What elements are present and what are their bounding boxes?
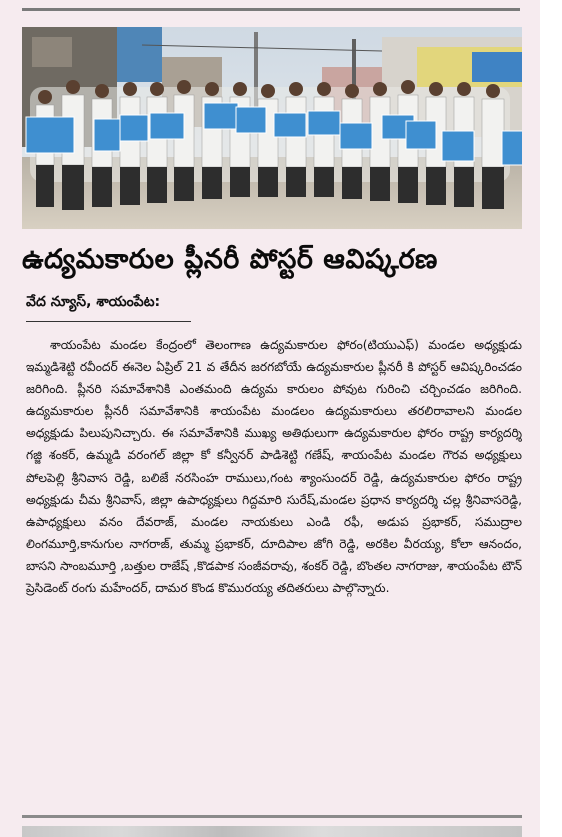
article-body: శాయంపేట మండల కేంద్రంలో తెలంగాణ ఉద్యమకారుల ఫోరం(టియుఎఫ్) మండల అధ్యక్షుడు ఇమ్మడిశెట్టి రవీందర్ ఈనెల ఏప్రిల్ 21 వ తేదీన జరగబోయే ఉద్యమకారుల ప్లీనరీ కి పోస్టర్ ఆవిష్కరించడం జరిగింది. ప్లీనరి సమావేశానికి ఎంతమంది ఉద్యమ కారులం పోవుట గురించి చర్చించడం జరిగింది. ఉద్యమకారుల ప్లీనరీ సమావేశానికి శాయంపేట మండలం ఉద్యమకారులు తరలిరావాలని మండల అధ్యక్షుడు పిలుపునిచ్చారు. ఈ సమావేశానికి ముఖ్య అతిథులుగా ఉద్యమకారుల ఫోరం రాష్ట్ర కార్యదర్శి గజ్జి శంకర్, ఉమ్మడి వరంగల్ జిల్లా కో కన్వీనర్ పాడిశెట్టి గణేష్, శాయంపేట మండల గౌరవ అధ్యక్షులు పోలపెల్లి శ్రీనివాస రెడ్డి, బలిజే నరసింహ రాములు,గంట శ్యాంసుందర్ రెడ్డి, ఉద్యమకారుల ఫోరం రాష్ట్ర అధ్యక్షుడు చీమ శ్రీనివాస్, జిల్లా ఉపాధ్యక్షులు గిద్దమారి సురేష్,మండల ప్రధాన కార్యదర్శి చల్ల శ్రీనివాసరెడ్డి, ఉపాధ్యక్షులు వనం దేవరాజ్, మండల నాయకులు ఎండి రఫీ, అడుప ప్రభాకర్, సముద్రాల లింగమూర్తి,కానుగుల నాగరాజ్, తుమ్మ ప్రభాకర్, దూదిపాల జోగి రెడ్డి, అరకిల వీరయ్య, కోలా ఆనందం, బాసని సాంబమూర్తి ,బత్తుల రాజేష్ ,కొడపాక సంజీవరావు, శంకర్ రెడ్డి, బొంతల నాగరాజు, శాయంపేట టౌన్ ప్రెసిడెంట్ రంగు మహేందర్, దామర కొండ కొమురయ్య తదితరులు పాల్గొన్నారు. [26, 338, 522, 596]
byline: వేద న్యూస్, శాయంపేట: [26, 294, 161, 310]
top-divider [22, 8, 520, 11]
headline: ఉద్యమకారుల ప్లీనరీ పోస్టర్ ఆవిష్కరణ [22, 244, 438, 275]
next-article-photo [22, 826, 522, 837]
bottom-divider [22, 815, 522, 818]
article-photo [22, 27, 522, 229]
page-margin [540, 0, 562, 837]
group-photo-illustration [22, 27, 522, 229]
byline-underline [26, 321, 191, 322]
